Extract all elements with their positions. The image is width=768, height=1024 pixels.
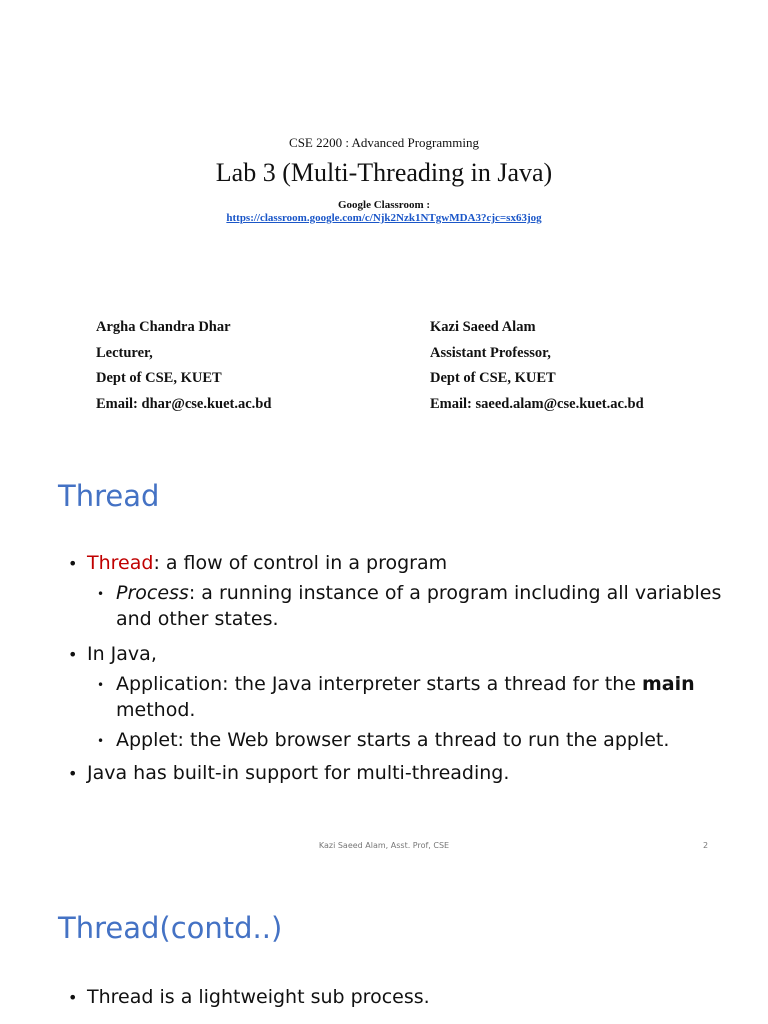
classroom-label: Google Classroom : — [337, 199, 431, 211]
author-role: Lecturer, — [96, 344, 153, 361]
classroom-link[interactable]: https://classroom.google.com/c/Njk2Nzk1NTgwMDA3?cjc=sx63jog — [226, 212, 542, 224]
sub-bullet-application — [116, 671, 736, 723]
sub-bullet-applet: Applet: the Web browser starts a thread to run the applet. — [116, 729, 670, 751]
sub-bullet-text: : a running instance of a program including all variables and other states. — [116, 582, 722, 630]
bullet-thread-definition — [87, 550, 727, 576]
bullet-lightweight: Thread is a lightweight sub process. — [87, 986, 430, 1008]
author-dept: Dept of CSE, KUET — [96, 370, 222, 386]
sub-bullet-dot: • — [97, 678, 105, 692]
sub-bullet-process — [116, 580, 736, 632]
sub-bullet-dot: • — [97, 734, 105, 748]
author-card-left — [96, 316, 271, 418]
author-dept: Dept of CSE, KUET — [430, 370, 556, 386]
author-email: Email: saeed.alam@cse.kuet.ac.bd — [430, 395, 644, 412]
author-role: Assistant Professor, — [430, 344, 551, 361]
term-process: Process — [116, 582, 189, 604]
author-email: Email: dhar@cse.kuet.ac.bd — [96, 395, 272, 412]
term-main: main — [641, 673, 695, 695]
author-name: Kazi Saeed Alam — [430, 319, 536, 335]
slide-title: Thread(contd..) — [58, 911, 283, 945]
sub-bullet-text: method. — [116, 699, 196, 721]
lab-title: Lab 3 (Multi-Threading in Java) — [215, 158, 553, 187]
course-name: CSE 2200 : Advanced Programming — [289, 135, 479, 150]
bullet-dot: • — [68, 988, 78, 1007]
bullet-dot: • — [68, 764, 78, 783]
term-thread: Thread — [87, 552, 154, 574]
bullet-in-java: In Java, — [87, 643, 157, 665]
sub-bullet-dot: • — [97, 587, 105, 601]
author-card-right — [430, 316, 644, 418]
bullet-text: : a flow of control in a program — [153, 552, 448, 574]
slide-footer: Kazi Saeed Alam, Asst. Prof, CSE — [318, 841, 450, 850]
bullet-multithreading: Java has built-in support for multi-threading. — [87, 762, 510, 784]
bullet-dot: • — [68, 554, 78, 573]
page-number: 2 — [703, 841, 709, 850]
slide-title: Thread — [58, 479, 160, 513]
bullet-dot: • — [68, 645, 78, 664]
author-name: Argha Chandra Dhar — [96, 319, 231, 335]
sub-bullet-text: Application: the Java interpreter starts a thread for the — [116, 673, 642, 695]
